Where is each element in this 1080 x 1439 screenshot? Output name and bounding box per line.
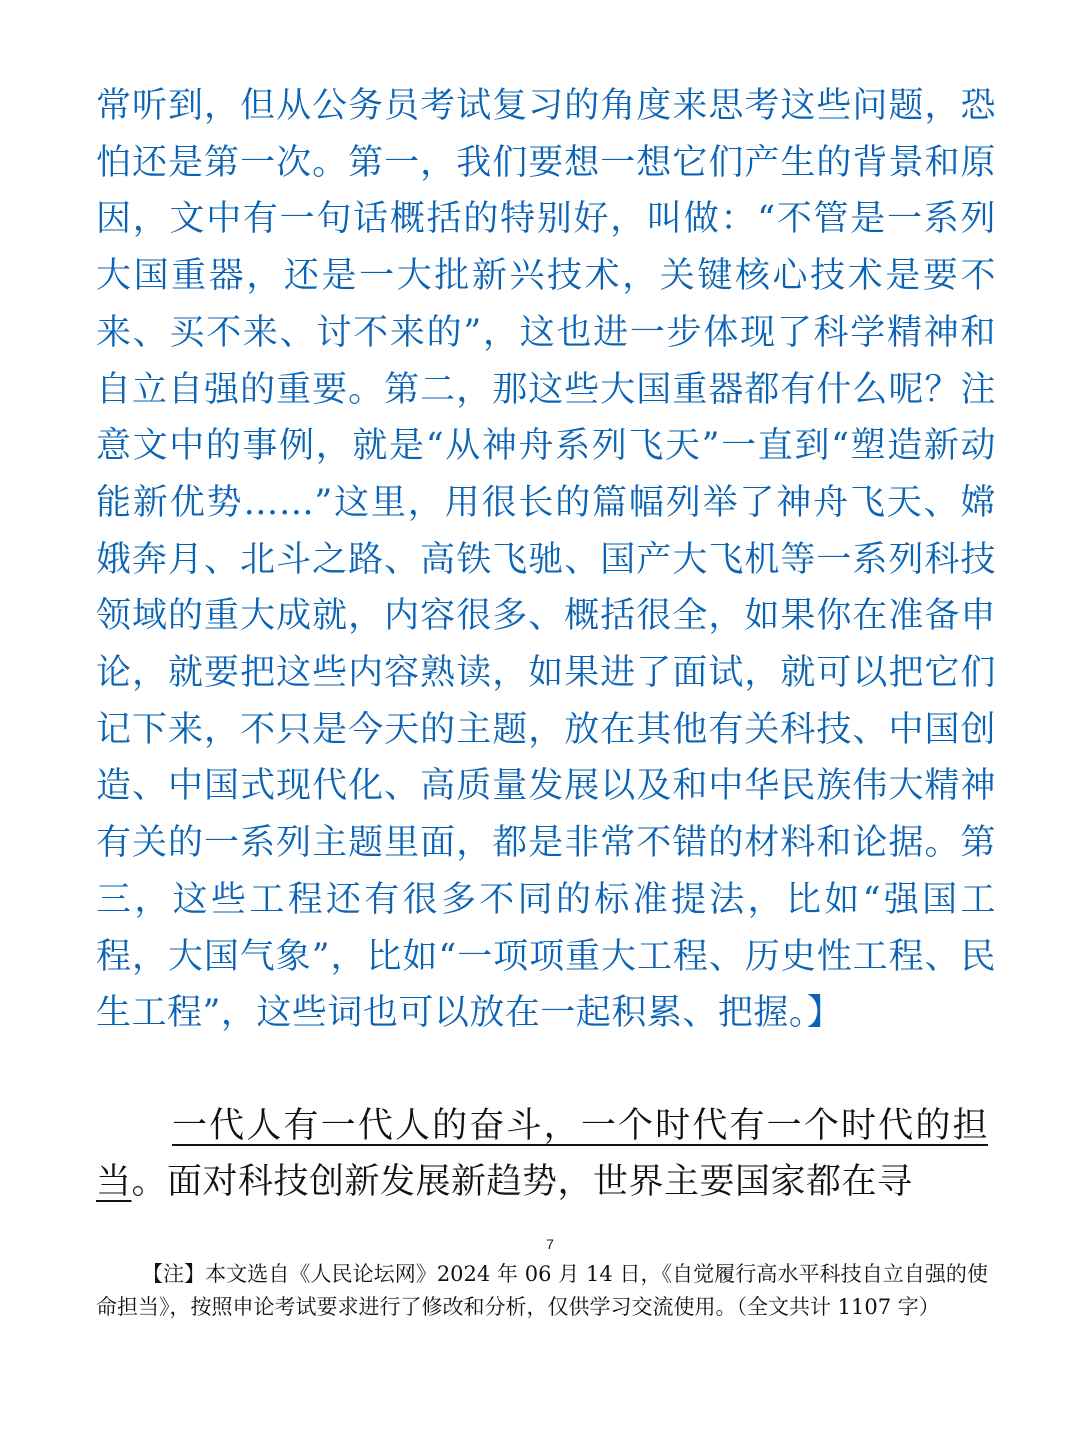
body-continuation: 。面对科技创新发展新趋势，世界主要国家都在寻 [131,1162,913,1202]
underlined-key-sentence: 一代人有一代人的奋斗，一个时代有一个时代的担当 [96,1106,988,1202]
source-footnote: 【注】本文选自《人民论坛网》2024 年 06 月 14 日，《自觉履行高水平科技自立自强的使命担当》，按照申论考试要求进行了修改和分析，仅供学习交流使用。（全文共计 1107 字） [96,1262,988,1319]
analysis-paragraph: 常听到，但从公务员考试复习的角度来思考这些问题，恐怕还是第一次。第一，我们要想一想它们产生的背景和原因，文中有一句话概括的特别好，叫做：“不管是一系列大国重器，还是一大批新兴技术，关键核心技术是要不来、买不来、讨不来的”，这也进一步体现了科学精神和自立自强的重要。第二，那这些大国重器都有什么呢？注意文中的事例，就是“从神舟系列飞天”一直到“塑造新动能新优势……”这里，用很长的篇幅列举了神舟飞天、嫦娥奔月、北斗之路、高铁飞驰、国产大飞机等一系列科技领域的重大成就，内容很多、概括很全，如果你在准备申论，就要把这些内容熟读，如果进了面试，就可以把它们记下来，不只是今天的主题，放在其他有关科技、中国创造、中国式现代化、高质量发展以及和中华民族伟大精神有关的一系列主题里面，都是非常不错的材料和论据。第三，这些工程还有很多不同的标准提法，比如“强国工程，大国气象”，比如“一项项重大工程、历史性工程、民生工程”，这些词也可以放在一起积累、把握。】 [96,86,996,1034]
body-paragraph [96,1098,988,1210]
page-number: 7 [546,1236,554,1252]
